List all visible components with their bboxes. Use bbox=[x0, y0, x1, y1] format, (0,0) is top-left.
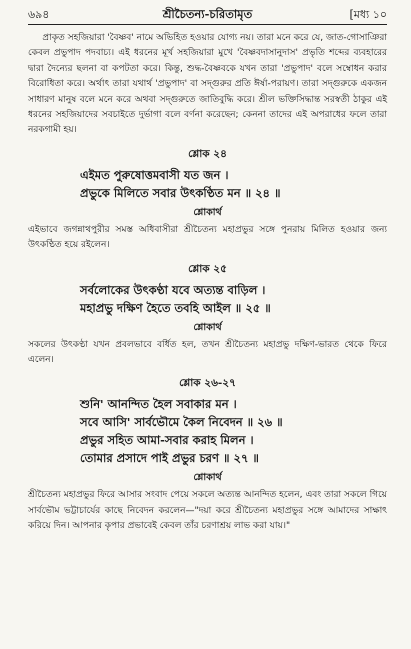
verse-line: মহাপ্রভু দক্ষিণ হৈতে তবহি আইল ॥ ২৫ ॥ bbox=[80, 300, 271, 315]
verse-line: প্রভুর সহিত আমা-সবার করাহ মিলন । bbox=[80, 433, 254, 448]
translation-text: শ্রীচৈতন্য মহাপ্রভুর ফিরে আসার সংবাদ পেয়ে সকলে অত্যন্ত আনন্দিত হলেন, এবং তারা সকলে গিয়ে সার্বভৌম ভট্টাচার্যের কাছে নিবেদন করলেন—"দয়া করে শ্রীচৈতন্য মহাপ্রভুর সঙ্গে আমাদের সাক্ষাৎ করিয়ে দিন। আপনার কৃপার প্রভাবেই কেবল তাঁর চরণাশ্রয় লাভ করা যায়।" bbox=[28, 490, 387, 532]
verse-line: এইমত পুরুষোত্তমবাসী যত জন । bbox=[80, 167, 229, 182]
translation-text: এইভাবে জগন্নাথপুরীর সমস্ত অধিবাসীরা শ্রীচৈতন্য মহাপ্রভুর সঙ্গে পুনরায় মিলিত হওয়ার জন্য উৎকণ্ঠিত হয়ে রইলেন। bbox=[28, 224, 387, 251]
verse-title: শ্লোক ২৪ bbox=[188, 147, 227, 160]
verse-line: শুনি' আনন্দিত হৈল সবাকার মন । bbox=[80, 397, 237, 412]
verse-line: সর্বলোকের উৎকণ্ঠা যবে অত্যন্ত বাড়িল । bbox=[80, 282, 266, 297]
translation-title: শ্লোকার্থ bbox=[193, 472, 222, 484]
verse-line: সবে আসি' সার্বভৌমে কৈল নিবেদন ॥ ২৬ ॥ bbox=[80, 415, 283, 430]
translation-text: সকলের উৎকণ্ঠা যখন প্রবলভাবে বর্ধিত হল, তখন শ্রীচৈতন্য মহাপ্রভু দক্ষিণ-ভারত থেকে ফিরে এলেন। bbox=[28, 339, 387, 366]
verse-line: তোমার প্রসাদে পাই প্রভুর চরণ ॥ ২৭ ॥ bbox=[80, 451, 259, 466]
running-title: শ্রীচৈতন্য-চরিতামৃত bbox=[162, 7, 253, 21]
translation-title: শ্লোকার্থ bbox=[193, 321, 222, 333]
translation-title: শ্লোকার্থ bbox=[193, 206, 222, 218]
verse-text bbox=[28, 281, 387, 317]
verse-text bbox=[28, 166, 387, 202]
page-number: ৬৯৪ bbox=[28, 8, 50, 21]
page-header bbox=[28, 6, 387, 24]
purport-paragraph: প্রাকৃত সহজিয়ারা 'বৈষ্ণব' নামে অভিহিত হওয়ার যোগ্য নয়। তারা মনে করে যে, জাত-গোসাঞিরা কেবল প্রভুপাদ পদবাচ্য। এই ধরনের মূর্খ সহজিয়ারা মুখে 'বৈষ্ণবদাসানুদাস' প্রভৃতি শব্দের ব্যবহারের দ্বারা দৈন্যের ছলনা বা কপটতা করে। কিন্তু, শুদ্ধ-বৈষ্ণবকে যখন তারা 'প্রভুপাদ' বলে সম্বোধন করার বিরোধিতা করে। অর্থাৎ তারা যথার্থ 'প্রভুপাদ' বা সদ্গুরুর প্রতি ঈর্ষা-পরায়ণ। তারা সদ্গুরুকে একজন সাধারণ মানুষ বলে মনে করে অথবা সদ্গুরুতে জাতিবুদ্ধি করে। শ্রীল ভক্তিসিদ্ধান্ত সরস্বতী ঠাকুর এই ধরনের সহজিয়াদের সবচাইতে দুর্ভাগা বলে বর্ণনা করেছেন; কেননা তাদের এই অপরাধের ফলে তারা নরকগামী হয়। bbox=[28, 33, 387, 136]
verse-title: শ্লোক ২৫ bbox=[188, 262, 227, 275]
chapter-label: [মধ্য ১০ bbox=[349, 8, 387, 21]
verse-title: শ্লোক ২৬-২৭ bbox=[179, 377, 236, 390]
verse-line: প্রভুকে মিলিতে সবার উৎকণ্ঠিত মন ॥ ২৪ ॥ bbox=[80, 185, 281, 200]
verse-text bbox=[28, 395, 387, 467]
